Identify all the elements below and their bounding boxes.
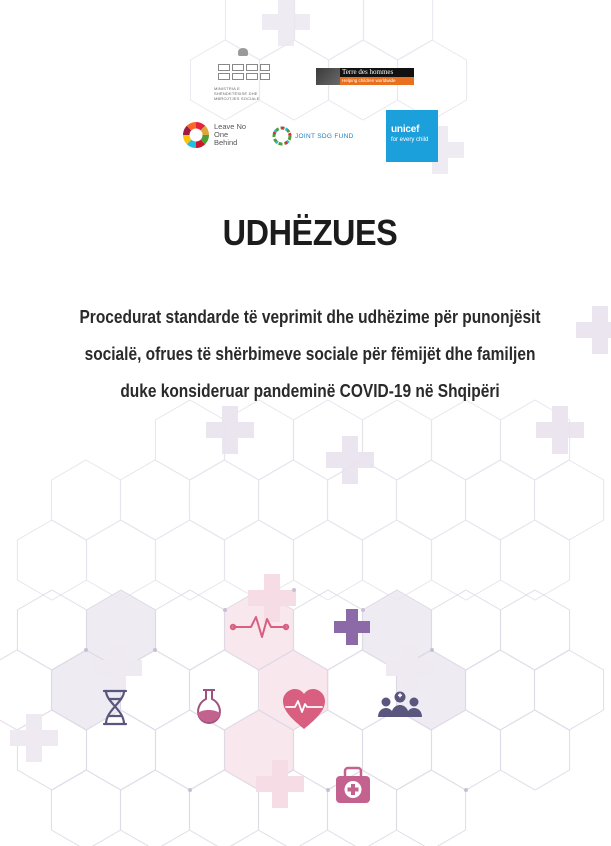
first-aid-kit-icon bbox=[336, 768, 370, 803]
medical-cross-icon bbox=[334, 609, 370, 645]
sdg-fund-text: JOINT SDG FUND bbox=[295, 132, 354, 140]
flask-icon bbox=[198, 690, 220, 723]
lnob-text: Leave No One Behind bbox=[214, 122, 247, 147]
unicef-tagline: for every child bbox=[391, 137, 429, 143]
heart-pulse-icon bbox=[283, 689, 325, 729]
subtitle-line: Procedurat standarde të veprimit dhe udhëzime për punonjësit bbox=[79, 307, 541, 327]
dna-icon bbox=[104, 691, 126, 724]
medical-team-icon bbox=[378, 692, 422, 718]
unicef-name: unicef bbox=[391, 124, 420, 135]
subtitle-line: duke konsideruar pandeminë COVID-19 në Shqipëri bbox=[120, 381, 500, 401]
heartbeat-line-icon bbox=[231, 617, 288, 637]
ministry-caption: MINISTRIA E SHËNDETËSISË DHE MBROJTJES SOCIALE bbox=[214, 86, 260, 101]
subtitle-line: socialë, ofrues të shërbimeve sociale për fëmijët dhe familjen bbox=[84, 344, 536, 364]
tdh-tagline: Helping children worldwide bbox=[340, 77, 414, 85]
page-title: UDHËZUES bbox=[222, 212, 398, 253]
tdh-name: Terre des hommes bbox=[340, 68, 414, 77]
